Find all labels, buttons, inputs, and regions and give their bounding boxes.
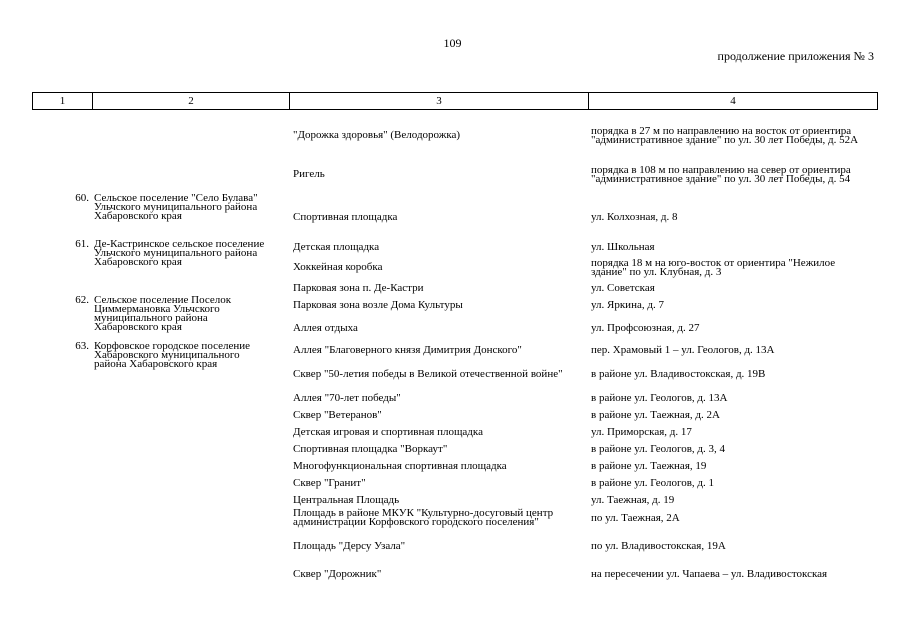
- object-name: Площадь в районе МКУК "Культурно-досуговый центр администрации Корфовского городского поселения": [293, 507, 554, 528]
- object-address: в районе ул. Таежная, д. 2А: [591, 409, 720, 421]
- object-name: Спортивная площадка "Воркаут": [293, 443, 448, 455]
- object-name: Сквер "50-летия победы в Великой отечественной войне": [293, 368, 563, 380]
- row-number: 63.: [75, 340, 89, 352]
- settlement-name: [92, 116, 289, 194]
- row-number: 61.: [75, 238, 89, 250]
- row-number: [32, 116, 92, 194]
- object-address: в районе ул. Геологов, д. 13А: [591, 392, 728, 404]
- object-address: на пересечении ул. Чапаева – ул. Владивостокская: [591, 568, 828, 580]
- object-name: Сквер "Гранит": [293, 477, 366, 489]
- table-row: [32, 342, 877, 359]
- row-number: 62.: [75, 294, 89, 306]
- object-name: Детская игровая и спортивная площадка: [293, 426, 483, 438]
- object-address: по ул. Владивостокская, 19А: [591, 540, 726, 552]
- column-header-table: [32, 92, 878, 110]
- object-name: Парковая зона возле Дома Культуры: [293, 298, 463, 311]
- page-number: 109: [443, 36, 462, 50]
- object-name: Хоккейная коробка: [293, 261, 383, 273]
- object-name: Парковая зона п. Де-Кастри: [293, 281, 424, 294]
- row-number: 60.: [75, 192, 89, 204]
- object-name: Аллея "70-лет победы": [293, 392, 401, 404]
- object-address: порядка в 108 м по направлению на север от ориентира "административное здание" по ул. 30 лет Победы, д. 54: [591, 163, 851, 185]
- continuation-note: продолжение приложения № 3: [717, 49, 874, 63]
- table-row: [32, 194, 877, 240]
- object-name: "Дорожка здоровья" (Велодорожка): [293, 129, 461, 141]
- table-row: [32, 296, 877, 314]
- settlement-name: Сельское поселение "Село Булава" Ульчского муниципального района Хабаровского края: [94, 192, 258, 222]
- object-address: ул. Советская: [591, 281, 655, 294]
- object-address: порядка в 27 м по направлению на восток от ориентира "административное здание" по ул. 30 лет Победы, д. 52А: [591, 124, 859, 146]
- object-name: Ригель: [293, 168, 325, 180]
- object-address: по ул. Таежная, 2А: [591, 511, 680, 524]
- objects-table: [32, 116, 877, 583]
- object-name: Центральная Площадь: [293, 494, 400, 506]
- settlement-name: Корфовское городское поселение Хабаровского муниципального района Хабаровского края: [94, 340, 251, 370]
- object-address: ул. Школьная: [591, 241, 655, 253]
- object-address: ул. Приморская, д. 17: [591, 426, 692, 438]
- object-name: Сквер "Ветеранов": [293, 409, 382, 421]
- object-address: ул. Яркина, д. 7: [591, 298, 664, 311]
- object-address: в районе ул. Владивостокская, д. 19В: [591, 368, 766, 380]
- object-address: ул. Профсоюзная, д. 27: [591, 321, 700, 334]
- settlement-name: Де-Кастринское сельское поселение Ульчского муниципального района Хабаровского края: [94, 238, 265, 268]
- object-name: Спортивная площадка: [293, 210, 398, 223]
- object-address: пер. Храмовый 1 – ул. Геологов, д. 13А: [591, 344, 775, 356]
- object-name: Аллея "Благоверного князя Димитрия Донского": [293, 344, 522, 356]
- column-header-1: 1: [33, 93, 93, 110]
- object-address: порядка 18 м на юго-восток от ориентира "Нежилое здание" по ул. Клубная, д. 3: [591, 256, 836, 278]
- object-address: в районе ул. Геологов, д. 3, 4: [591, 443, 726, 455]
- object-address: ул. Таежная, д. 19: [591, 494, 675, 506]
- settlement-name: Сельское поселение Поселок Циммермановка Ульчского муниципального района Хабаровского края: [94, 294, 232, 333]
- object-address: в районе ул. Таежная, 19: [591, 460, 707, 472]
- table-row: [32, 116, 877, 155]
- column-header-row: [33, 93, 878, 110]
- object-name: Многофункциональная спортивная площадка: [293, 460, 507, 472]
- column-header-3: 3: [290, 93, 589, 110]
- table-row: [32, 240, 877, 255]
- column-header-2: 2: [93, 93, 290, 110]
- object-address: в районе ул. Геологов, д. 1: [591, 477, 715, 489]
- object-address: ул. Колхозная, д. 8: [591, 210, 678, 223]
- object-name: Сквер "Дорожник": [293, 568, 382, 580]
- column-header-4: 4: [589, 93, 878, 110]
- object-name: Аллея отдыха: [293, 321, 358, 334]
- object-name: Детская площадка: [293, 241, 380, 253]
- object-name: Площадь "Дерсу Узала": [293, 540, 406, 552]
